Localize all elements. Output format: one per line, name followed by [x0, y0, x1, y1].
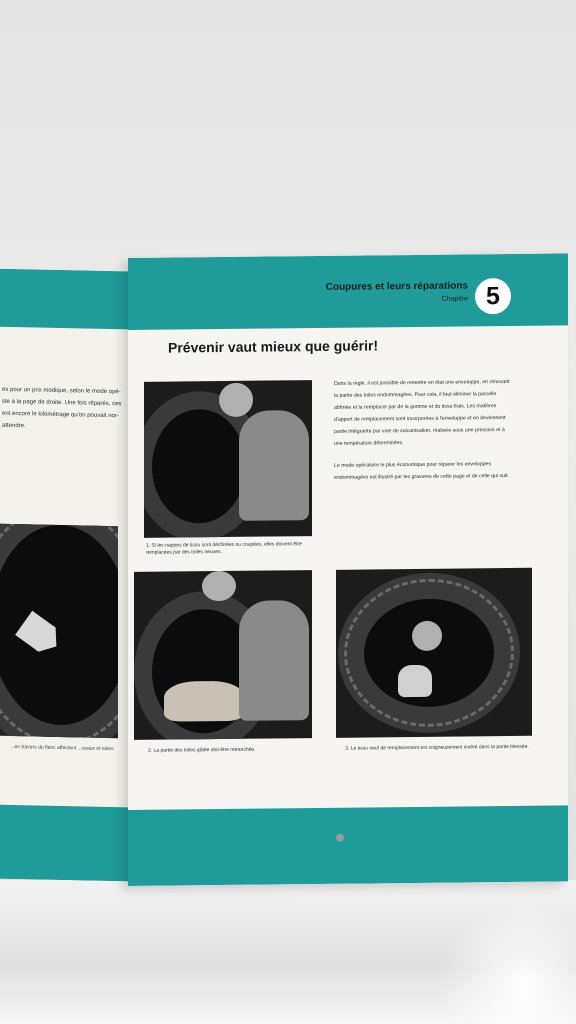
body-paragraph: Dans la règle, il est possible de remettre en état une enveloppe, en rénovant la partie des toiles endommagées. Pour cela, il faut éliminer la parcelle abîmée et la remplacer par de la gomme et du tissu frais. Les matières d'apport de remplacement sont incorporées à l'enveloppe et en deviennent partie intégrante par voie de vulcanisation, réalisée sous une pression et à une température déterminées. — [334, 379, 510, 447]
light-glare — [440, 900, 576, 1024]
photo-3 — [336, 568, 532, 738]
chapter-title: Coupures et leurs réparations — [325, 280, 468, 293]
replacement-fabric — [398, 665, 432, 697]
body-text — [334, 376, 514, 494]
left-text-line: ent encore le kilométrage qu'on pouvait nor- — [2, 410, 119, 420]
footer-band — [128, 805, 568, 886]
left-photo-caption: ...en travers du flanc affectant ...ceaux et toiles — [10, 743, 114, 753]
right-page — [128, 253, 568, 886]
worker-figure — [239, 410, 309, 521]
tyre-tread — [0, 524, 118, 738]
tyre-cut-patch — [164, 681, 244, 722]
photo-1 — [144, 380, 312, 538]
body-paragraph: Le mode opératoire le plus économique pour réparer les enveloppes endommagées est illustré par les gravures de cette page et de celle qui suit. — [334, 461, 510, 481]
staple — [336, 834, 344, 842]
photo-1-caption: 1. Si les nappes de tissu sont déchirées ou coupées, elles doivent être remplacées par des toiles neuves. — [146, 541, 302, 556]
photo-3-caption: 3. Le tissu neuf de remplacement est soigneusement inséré dans la partie blessée. — [345, 743, 529, 752]
left-text-line: ste à la page de droite. Une fois réparés, ces — [2, 398, 122, 408]
worker-head — [202, 571, 236, 601]
left-tyre-photo — [0, 524, 118, 738]
chapter-number-badge: 5 — [475, 278, 511, 314]
worker-head — [219, 383, 253, 417]
chapter-label: Chapitre — [441, 295, 468, 303]
worker-head — [412, 621, 442, 651]
worker-figure — [239, 600, 309, 721]
page-headline: Prévenir vaut mieux que guérir! — [168, 337, 379, 356]
left-text-line: attendre. — [2, 422, 26, 430]
photo-2 — [134, 570, 312, 740]
photo-2-caption: 2. La partie des toiles gâtée doit être retranchée. — [148, 746, 256, 754]
left-text-line: es pour un prix modique, selon le mode opé- — [2, 386, 121, 396]
